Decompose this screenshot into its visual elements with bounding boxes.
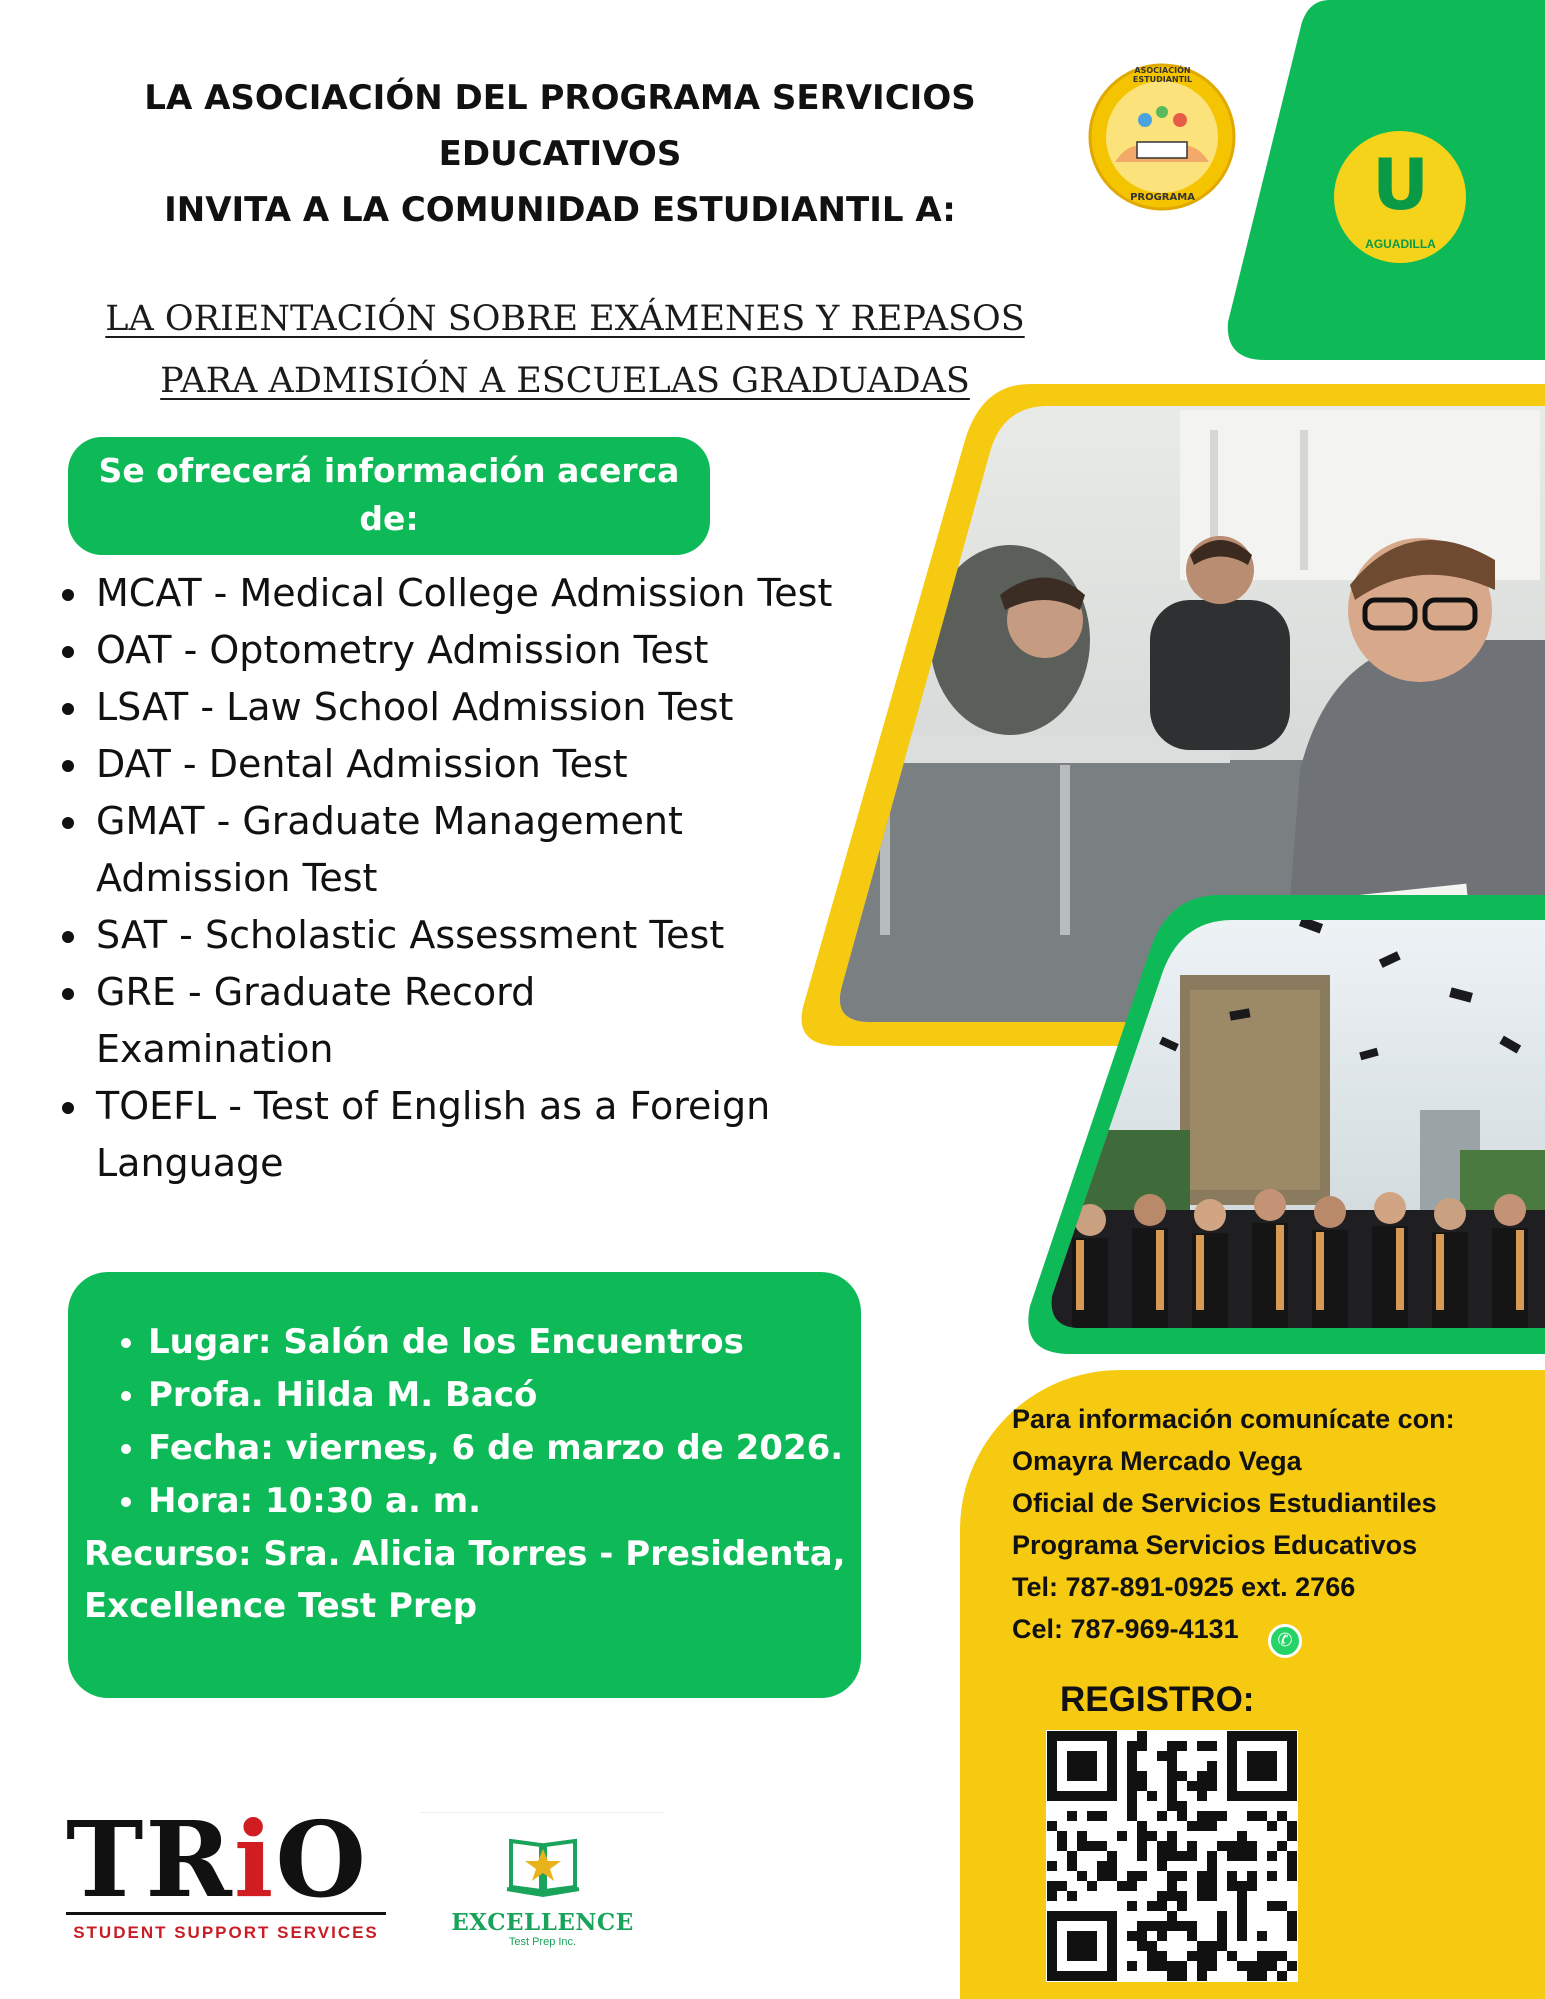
trio-logo-letter-i: i (233, 1798, 276, 1921)
contact-heading: Para información comunícate con: (1012, 1404, 1455, 1434)
test-list (52, 565, 912, 1192)
detail-time: • Hora: 10:30 a. m. (148, 1475, 861, 1528)
list-item: • TOEFL - Test of English as a Foreign Language (92, 1078, 876, 1192)
book-star-icon (503, 1831, 583, 1901)
list-item: • DAT - Dental Admission Test (92, 736, 912, 793)
upr-aguadilla-logo (1318, 130, 1483, 265)
contact-program: Programa Servicios Educativos (1012, 1530, 1418, 1560)
info-heading-pill (68, 437, 710, 555)
excellence-logo (420, 1812, 665, 1963)
contact-name: Omayra Mercado Vega (1012, 1446, 1302, 1476)
detail-resource-line-2: Excellence Test Prep (84, 1586, 478, 1626)
list-item: • MCAT - Medical College Admission Test (92, 565, 856, 622)
asociacion-logo-top-text: ASOCIACIÓN ESTUDIANTIL (1132, 66, 1193, 84)
list-item: • SAT - Scholastic Assessment Test (92, 907, 912, 964)
list-item: • LSAT - Law School Admission Test (92, 679, 912, 736)
asociacion-logo-bottom-text: PROGRAMA (1130, 192, 1195, 203)
detail-location: • Lugar: Salón de los Encuentros (148, 1316, 861, 1369)
event-title (40, 288, 1090, 412)
info-heading-line-2: de: (359, 499, 419, 538)
whatsapp-icon[interactable]: ✆ (1268, 1624, 1302, 1658)
upr-logo-letter: U (1372, 144, 1429, 226)
header-line-2: EDUCATIVOS (438, 134, 682, 174)
trio-logo (66, 1798, 386, 1943)
contact-phone[interactable]: Tel: 787-891-0925 ext. 2766 (1012, 1572, 1356, 1602)
event-title-line-1: LA ORIENTACIÓN SOBRE EXÁMENES Y REPASOS (105, 299, 1025, 339)
contact-title: Oficial de Servicios Estudiantiles (1012, 1488, 1437, 1518)
list-item: • GRE - Graduate Record Examination (92, 964, 616, 1078)
excellence-logo-name: EXCELLENCE (451, 1909, 634, 1936)
list-item: • GMAT - Graduate Management Admission Test (92, 793, 796, 907)
asociacion-logo-graphic (1075, 62, 1250, 212)
list-item: • OAT - Optometry Admission Test (92, 622, 912, 679)
qr-code-icon[interactable] (1046, 1730, 1298, 1982)
info-heading-line-1: Se ofrecerá información acerca (98, 451, 680, 490)
trio-logo-letters-a: TR (66, 1798, 234, 1921)
contact-cell[interactable]: Cel: 787-969-4131 (1012, 1614, 1239, 1644)
qr-code-graphic (1046, 1730, 1298, 1982)
header-line-1: LA ASOCIACIÓN DEL PROGRAMA SERVICIOS (144, 78, 976, 118)
trio-logo-subtitle: STUDENT SUPPORT SERVICES (73, 1923, 379, 1942)
event-details-list (76, 1316, 861, 1528)
contact-info (1012, 1398, 1532, 1650)
registration-label: REGISTRO: (1060, 1680, 1255, 1719)
asociacion-estudiantil-logo (1075, 62, 1250, 212)
detail-date: • Fecha: viernes, 6 de marzo de 2026. (148, 1422, 861, 1475)
invitation-header (60, 70, 1060, 238)
trio-logo-letters-b: O (275, 1798, 368, 1921)
event-details-box (68, 1272, 861, 1698)
detail-professor: • Profa. Hilda M. Bacó (148, 1369, 861, 1422)
header-line-3: INVITA A LA COMUNIDAD ESTUDIANTIL A: (164, 190, 956, 230)
event-title-line-2: PARA ADMISIÓN A ESCUELAS GRADUADAS (160, 361, 970, 401)
upr-logo-campus: AGUADILLA (1365, 237, 1436, 251)
trio-logo-word (66, 1798, 386, 1921)
excellence-logo-subtitle: Test Prep Inc. (508, 1936, 577, 1948)
detail-resource-line-1: Recurso: Sra. Alicia Torres - Presidenta, (84, 1534, 846, 1574)
